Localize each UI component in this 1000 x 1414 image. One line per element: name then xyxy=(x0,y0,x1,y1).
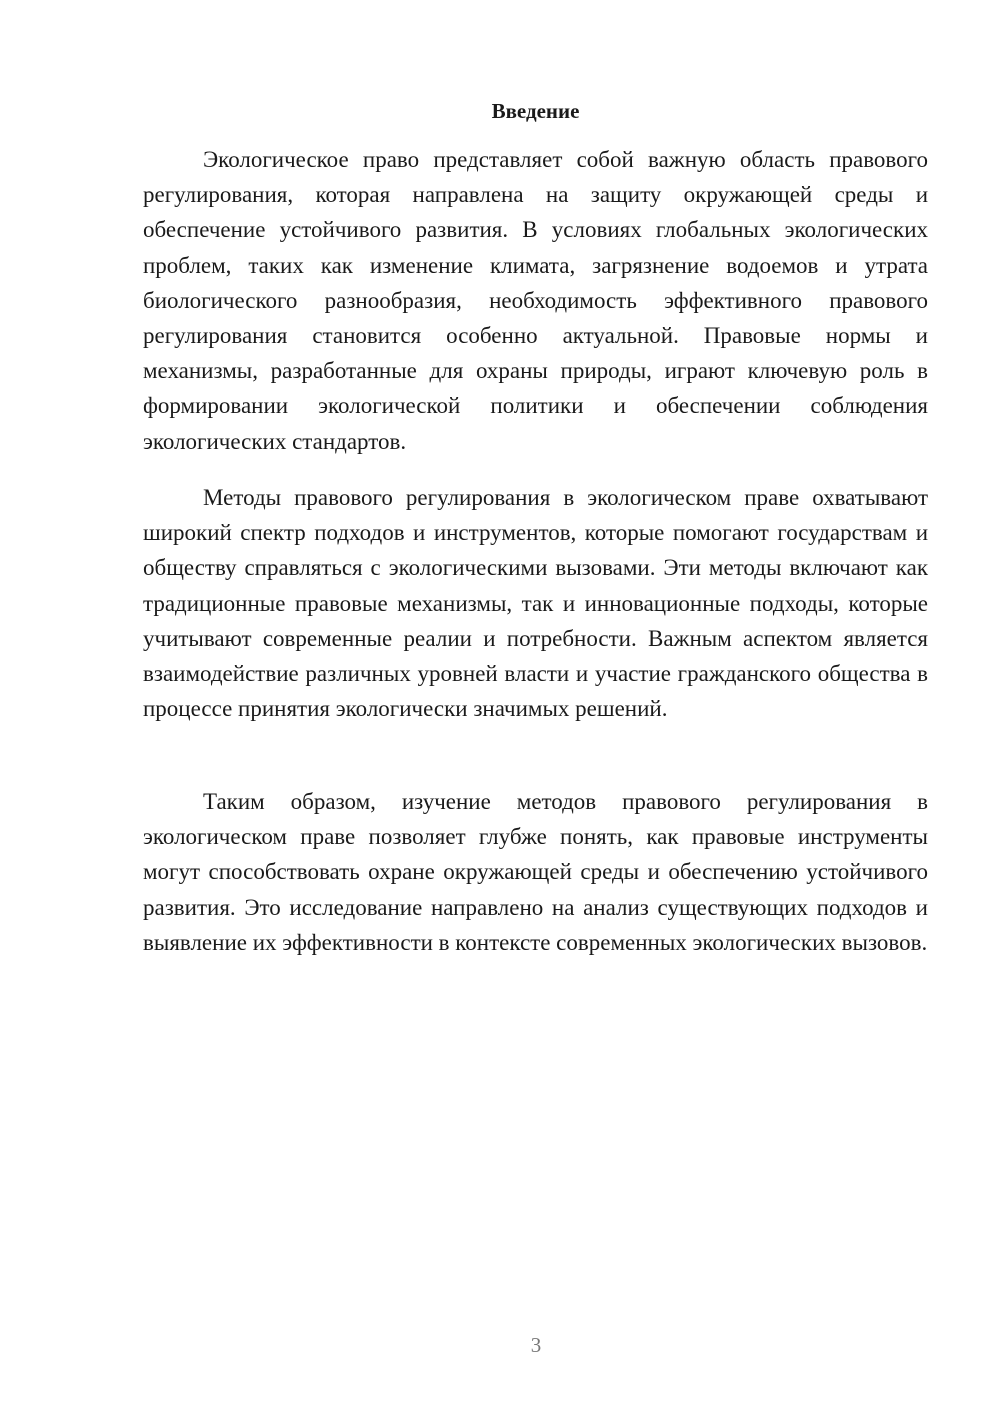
paragraph: Экологическое право представляет собой важную область правового регулирования, которая направлена на защиту окружающей среды и обеспечение устойчивого развития. В условиях глобальных экологических проблем, таких как изменение климата, загрязнение водоемов и утрата биологического разнообразия, необходимость эффективного правового регулирования становится особенно актуальной. Правовые нормы и механизмы, разработанные для охраны природы, играют ключевую роль в формировании экологической политики и обеспечении соблюдения экологических стандартов. xyxy=(143,147,928,454)
paragraph: Таким образом, изучение методов правового регулирования в экологическом праве позволяет глубже понять, как правовые инструменты могут способствовать охране окружающей среды и обеспечению устойчивого развития. Это исследование направлено на анализ существующих подходов и выявление их эффективности в контексте современных экологических вызовов. xyxy=(143,789,928,955)
page-number: 3 xyxy=(530,1333,542,1357)
section-heading: Введение xyxy=(491,99,580,123)
paragraph: Методы правового регулирования в экологическом праве охватывают широкий спектр подходов и инструментов, которые помогают государствам и обществу справляться с экологическими вызовами. Эти методы включают как традиционные правовые механизмы, так и инновационные подходы, которые учитывают современные реалии и потребности. Важным аспектом является взаимодействие различных уровней власти и участие гражданского общества в процессе принятия экологически значимых решений. xyxy=(143,485,928,722)
